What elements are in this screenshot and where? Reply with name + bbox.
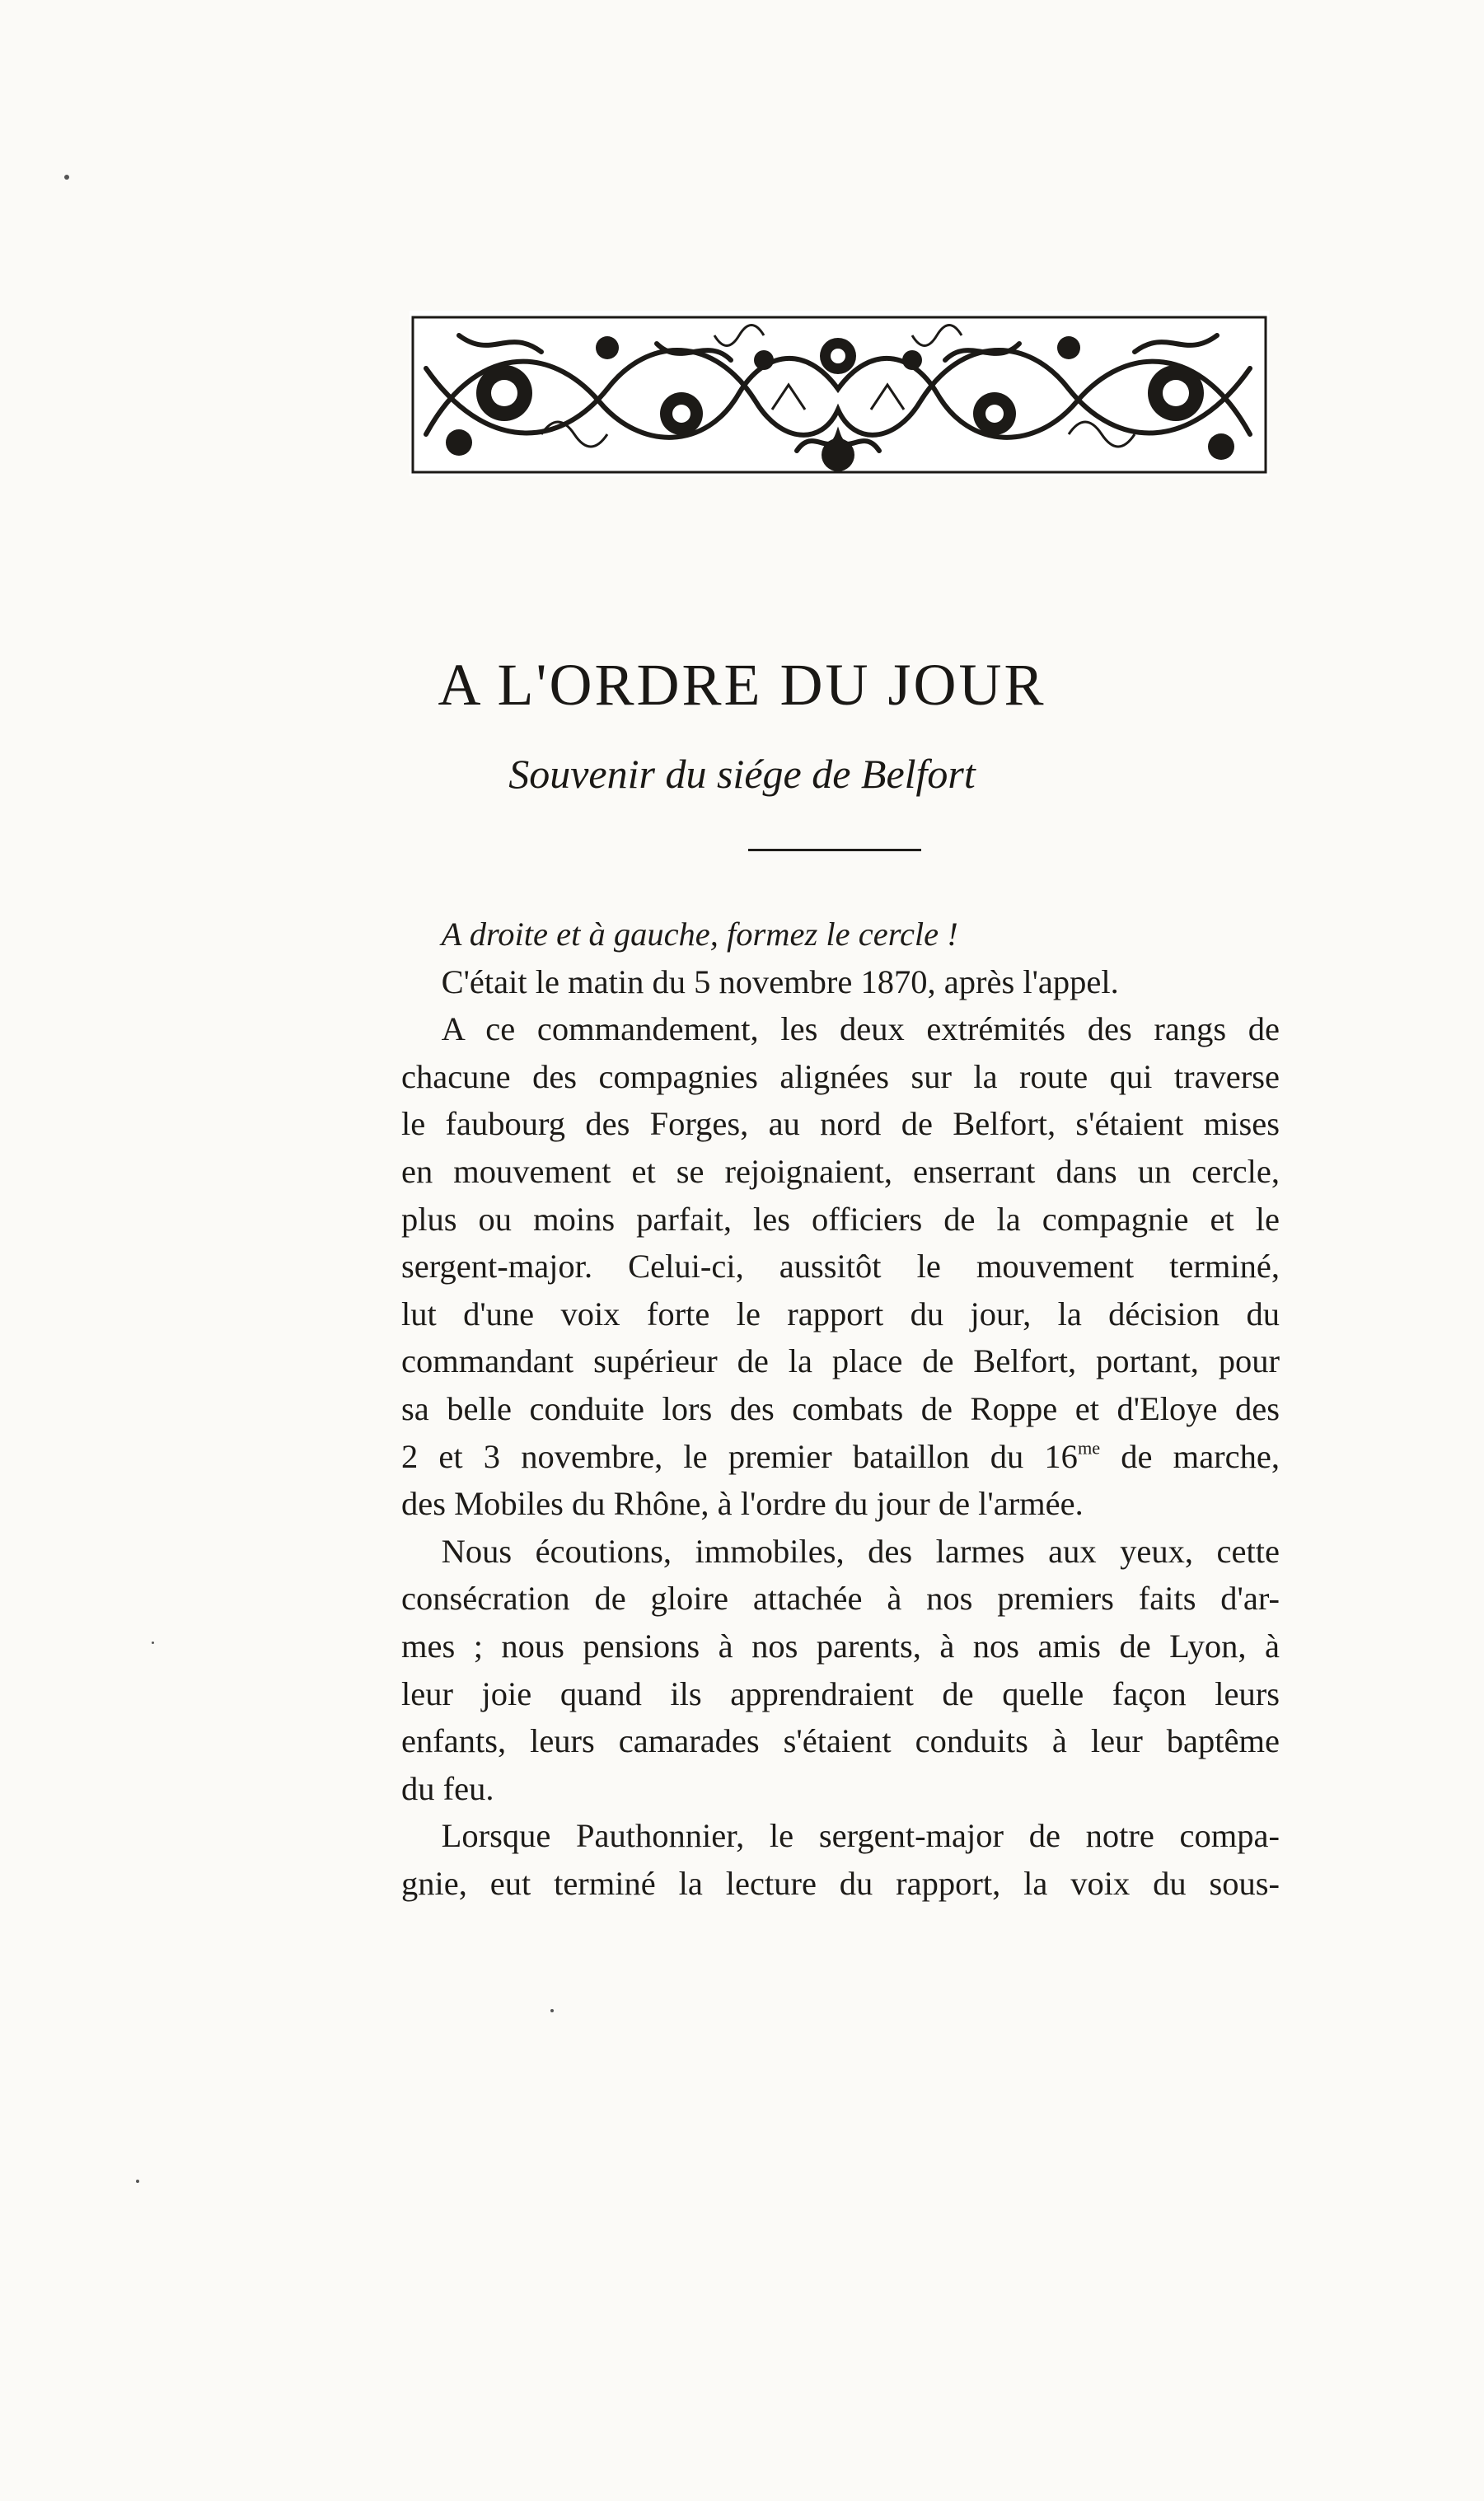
paragraph-line: plus ou moins parfait, les officiers de la compagnie et le: [401, 1200, 1280, 1238]
command-line: A droite et à gauche, formez le cercle !: [441, 916, 958, 953]
paragraph-line: Nous écoutions, immobiles, des larmes aux yeux, cette: [441, 1532, 1280, 1570]
paragraph-line: chacune des compagnies alignées sur la route qui traverse: [401, 1057, 1280, 1095]
line-text-after: de marche,: [1100, 1437, 1280, 1475]
paper-speck: [64, 175, 69, 180]
paragraph-line: gnie, eut terminé la lecture du rapport, la voix du sous-: [401, 1864, 1280, 1902]
floral-ornament-icon: [410, 311, 1269, 476]
chapter-title: A L'ORDRE DU JOUR: [438, 652, 1046, 718]
body-text: [401, 911, 1280, 1907]
paper-speck: [152, 1642, 154, 1644]
paragraph-line: consécration de gloire attachée à nos premiers faits d'ar-: [401, 1580, 1280, 1618]
title-divider: [748, 849, 921, 851]
line-text-before: 2 et 3 novembre, le premier bataillon du 16: [401, 1437, 1078, 1475]
paper-speck: [550, 2009, 554, 2012]
paragraph-line: C'était le matin du 5 novembre 1870, après l'appel.: [441, 962, 1119, 1000]
paragraph-line: commandant supérieur de la place de Belfort, portant, pour: [401, 1342, 1280, 1380]
paragraph-line: du feu.: [401, 1769, 494, 1807]
paragraph-line: en mouvement et se rejoignaient, enserrant dans un cercle,: [401, 1152, 1280, 1190]
paragraph-line: sergent-major. Celui-ci, aussitôt le mouvement terminé,: [401, 1248, 1280, 1286]
paragraph-line: leur joie quand ils apprendraient de quelle façon leurs: [401, 1674, 1280, 1712]
paragraph-line: le faubourg des Forges, au nord de Belfort, s'étaient mises: [401, 1105, 1280, 1143]
paragraph-line: sa belle conduite lors des combats de Roppe et d'Eloye des: [401, 1389, 1280, 1427]
paragraph-line: enfants, leurs camarades s'étaient conduits à leur baptême: [401, 1722, 1280, 1760]
paragraph-line: mes ; nous pensions à nos parents, à nos amis de Lyon, à: [401, 1627, 1280, 1665]
paper-speck: [136, 2180, 139, 2183]
paragraph-line: des Mobiles du Rhône, à l'ordre du jour de l'armée.: [401, 1485, 1084, 1523]
paragraph-line: lut d'une voix forte le rapport du jour, la décision du: [401, 1295, 1280, 1332]
paragraph-line: [401, 1433, 1280, 1481]
ordinal-superscript: me: [1077, 1436, 1101, 1458]
chapter-subtitle: Souvenir du siége de Belfort: [508, 751, 976, 797]
paragraph-line: Lorsque Pauthonnier, le sergent-major de notre compa-: [441, 1817, 1280, 1855]
paragraph-line: A ce commandement, les deux extrémités des rangs de: [441, 1010, 1280, 1048]
